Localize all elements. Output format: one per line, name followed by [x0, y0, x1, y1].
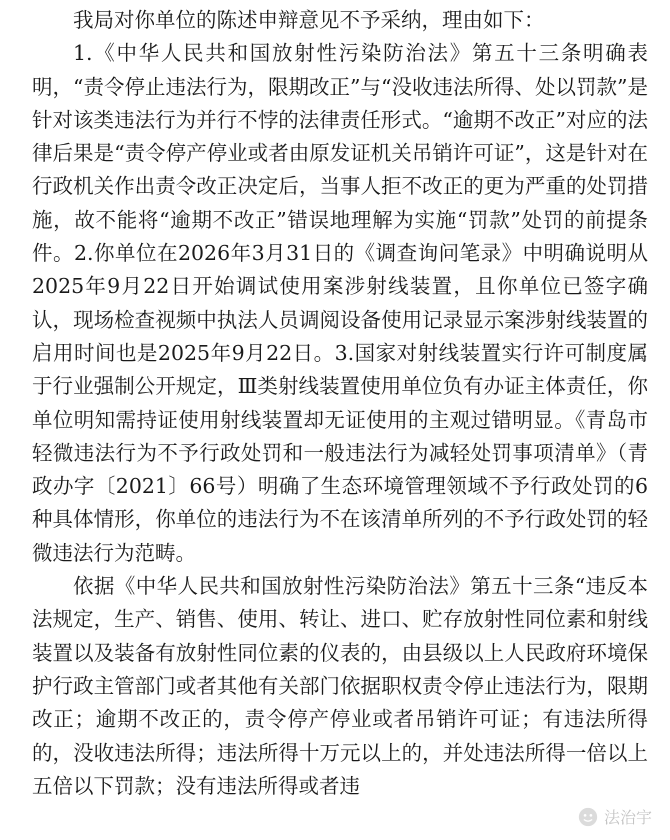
wechat-icon — [578, 807, 598, 827]
watermark — [578, 805, 652, 828]
paragraph-intro: 我局对你单位的陈述申辩意见不予采纳，理由如下： — [73, 8, 545, 32]
watermark-text: 法治宇 — [603, 808, 652, 827]
paragraph-legal-basis: 依据《中华人民共和国放射性污染防治法》第五十三条“违反本法规定，生产、销售、使用、转让、进口、贮存放射性同位素和射线装置以及装备有放射性同位素的仪表的，由县级以上人民政府环境保护行政主管部门或者其他有关部门依据职权责令停止违法行为，限期改正；逾期不改正的，责令停产停业或者吊销许可证；有违法所得的，没收违法所得；违法所得十万元以上的，并处违法所得一倍以上五倍以下罚款；没有违法所得或者违 — [32, 574, 648, 798]
paragraph-reasons: 1.《中华人民共和国放射性污染防治法》第五十三条明确表明，“责令停止违法行为，限期改正”与“没收违法所得、处以罚款”是针对该类违法行为并行不悖的法律责任形式。“逾期不改正”对应的法律后果是“责令停产停业或者由原发证机关吊销许可证”，这是针对在行政机关作出责令改正决定后，当事人拒不改正的更为严重的处罚措施，故不能将“逾期不改正”错误地理解为实施“罚款”处罚的前提条件。2.你单位在2026年3月31日的《调查询问笔录》中明确说明从2025年9月22日开始调试使用案涉射线装置，且你单位已签字确认，现场检查视频中执法人员调阅设备使用记录显示案涉射线装置的启用时间也是2025年9月22日。3.国家对射线装置实行许可制度属于行业强制公开规定，Ⅲ类射线装置使用单位负有办证主体责任，你单位明知需持证使用射线装置却无证使用的主观过错明显。《青岛市轻微违法行为不予行政处罚和一般违法行为减轻处罚事项清单》（青政办字〔2021〕66号）明确了生态环境管理领域不予行政处罚的6种具体情形，你单位的违法行为不在该清单所列的不予行政处罚的轻微违法行为范畴。 — [32, 41, 648, 565]
